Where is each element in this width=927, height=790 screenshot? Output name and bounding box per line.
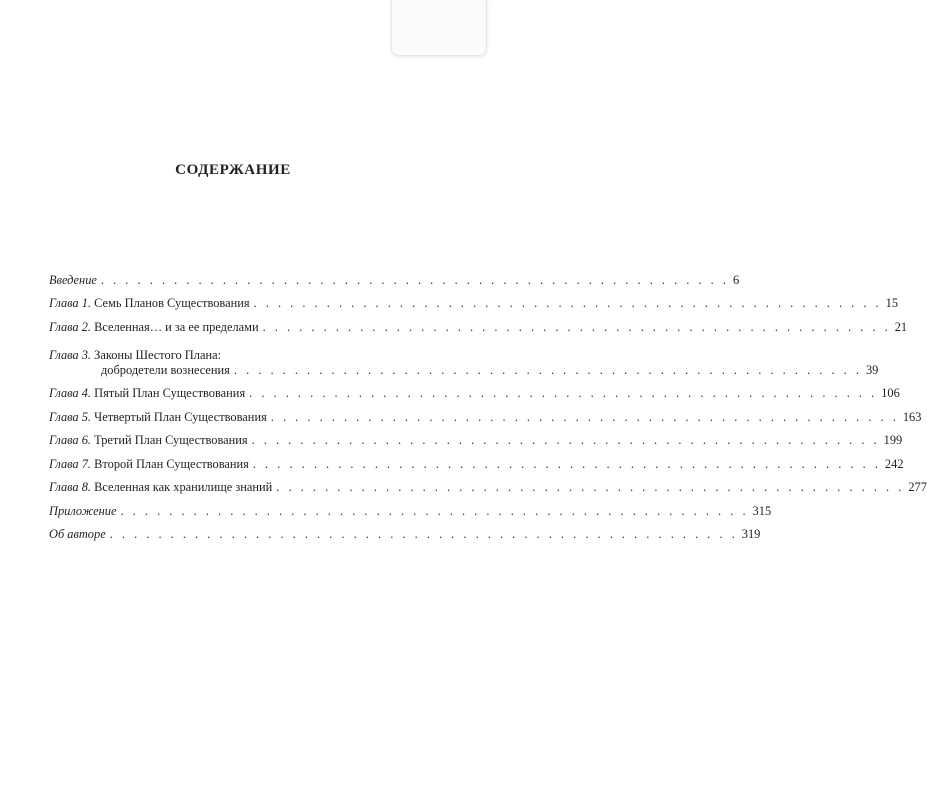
toc-entry-page: 6 (732, 272, 740, 287)
toc-entry[interactable] (49, 311, 908, 335)
toc-entry[interactable] (49, 401, 922, 425)
toc-entry-label: Об авторе (49, 527, 106, 541)
toc-entry-label: Глава 1. (49, 296, 92, 310)
table-of-contents (49, 264, 927, 542)
toc-entry-label: Глава 4. (49, 386, 92, 400)
toc-entry-page: 106 (881, 386, 900, 400)
page-corner-tab (391, 0, 487, 56)
dot-leader (234, 363, 862, 378)
toc-entry-page: 319 (741, 527, 761, 541)
toc-entry[interactable] (49, 288, 899, 312)
dot-leader (252, 433, 880, 448)
dot-leader (120, 504, 748, 519)
toc-entry-title: Вселенная как хранилище знаний (94, 480, 273, 494)
toc-entry-label: Глава 7. (49, 456, 92, 471)
toc-entry-page: 315 (752, 503, 772, 518)
toc-entry-label: Глава 2. (49, 319, 92, 334)
dot-leader (276, 480, 904, 495)
toc-entry-label: Приложение (49, 503, 117, 518)
toc-entry[interactable] (49, 495, 772, 519)
toc-entry-page: 199 (883, 433, 903, 447)
dot-leader (101, 273, 729, 288)
toc-entry[interactable] (49, 264, 740, 288)
toc-entry-title: Пятый План Существования (94, 386, 246, 400)
toc-entry-page: 39 (865, 362, 879, 377)
toc-entry-page: 163 (902, 409, 922, 424)
toc-entry[interactable] (49, 472, 927, 496)
toc-entry[interactable] (49, 519, 761, 543)
dot-leader (271, 410, 899, 425)
toc-entry-label: Глава 3. (49, 347, 92, 362)
toc-entry[interactable] (49, 378, 900, 402)
toc-entry-page: 15 (885, 296, 899, 310)
toc-entry-label: Глава 5. (49, 409, 92, 424)
toc-entry-label: Введение (49, 272, 97, 287)
toc-entry[interactable] (49, 335, 879, 378)
toc-entry-page: 242 (884, 456, 904, 471)
dot-leader (253, 457, 881, 472)
toc-entry-label: Глава 6. (49, 433, 92, 447)
toc-entry[interactable] (49, 448, 904, 472)
toc-entry-page: 277 (908, 480, 927, 494)
toc-entry[interactable] (49, 425, 903, 449)
toc-entry-title: Семь Планов Существования (94, 296, 250, 310)
dot-leader (110, 527, 738, 542)
toc-entry-title: Четвертый План Существования (94, 409, 267, 424)
dot-leader (263, 320, 891, 335)
toc-entry-title-continued: добродетели вознесения (101, 362, 230, 377)
toc-entry-page: 21 (894, 319, 908, 334)
toc-entry-title: Второй План Существования (94, 456, 249, 471)
toc-entry-title: Третий План Существования (94, 433, 248, 447)
toc-entry-title: Вселенная… и за ее пределами (94, 319, 259, 334)
dot-leader (254, 296, 882, 311)
toc-entry-title: Законы Шестого Плана: (94, 347, 222, 362)
page-title: СОДЕРЖАНИЕ (175, 162, 291, 178)
toc-entry-label: Глава 8. (49, 480, 92, 494)
dot-leader (249, 386, 877, 401)
